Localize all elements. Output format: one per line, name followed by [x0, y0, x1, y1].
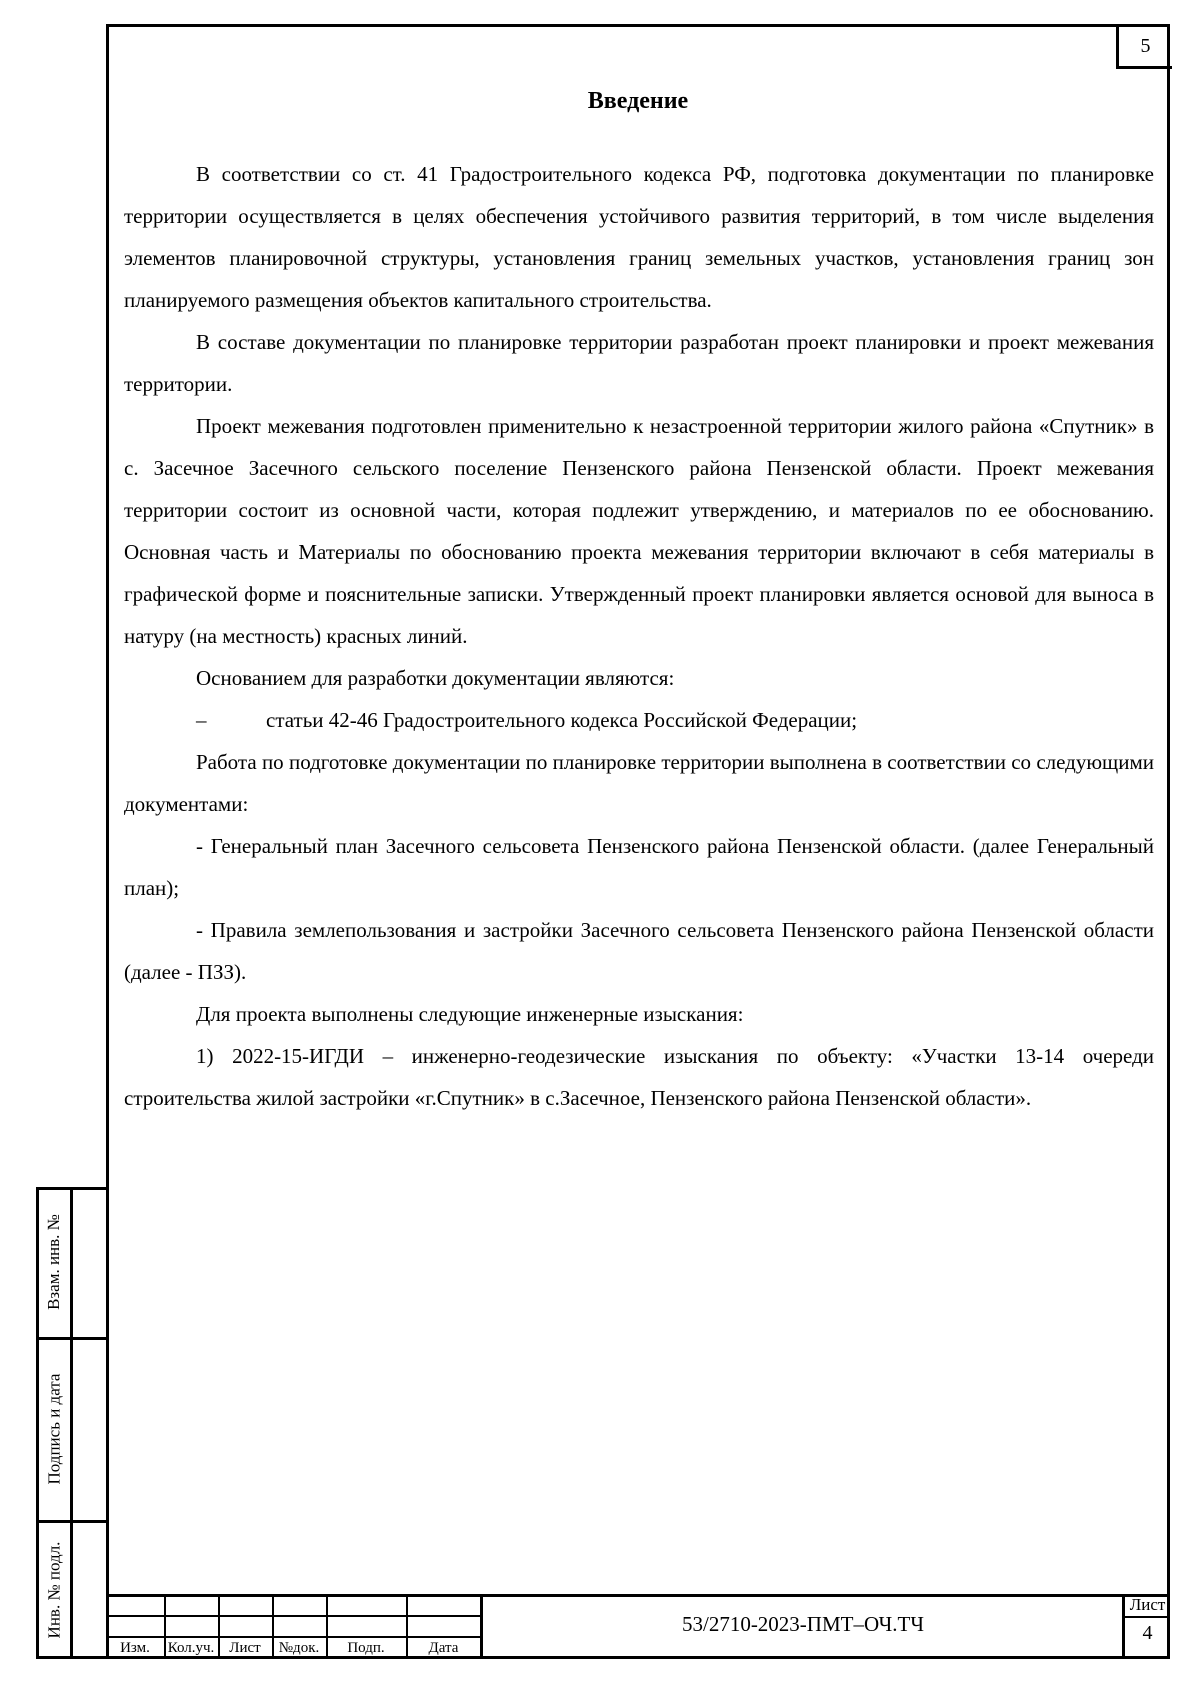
header-podp: Подп. [347, 1640, 385, 1656]
header-kol-uch: Кол.уч. [167, 1640, 215, 1656]
list-item [124, 699, 1154, 741]
paragraph: Работа по подготовке документации по планировке территории выполнена в соответствии со следующими документами: [124, 750, 1154, 816]
paragraph: В составе документации по планировке территории разработан проект планировки и проект межевания территории. [124, 330, 1154, 396]
header-list: Лист [229, 1640, 261, 1656]
podpis-data-label: Подпись и дата [44, 1373, 63, 1484]
side-stamp-column [70, 1187, 106, 1659]
page-number: 5 [1116, 27, 1172, 69]
page-title: Введение [587, 88, 689, 114]
divider [106, 1594, 1170, 1597]
paragraph: - Генеральный план Засечного сельсовета Пензенского района Пензенской области. (далее Генеральный план); [124, 834, 1154, 900]
paragraph: 1) 2022-15-ИГДИ – инженерно-геодезические изыскания по объекту: «Участки 13-14 очереди строительства жилой застройки «г.Спутник» в с.Засечное, Пензенского района Пензенской области». [124, 1044, 1154, 1110]
header-ndok: №док. [278, 1640, 320, 1656]
dash-marker: – [196, 708, 207, 732]
side-stamp [36, 1187, 106, 1659]
sheet-label: Лист [1129, 1595, 1166, 1614]
divider [106, 1615, 481, 1617]
document-code: 53/2710-2023-ПМТ–ОЧ.ТЧ [681, 1612, 924, 1636]
document-body [124, 153, 1154, 1119]
paragraph: Проект межевания подготовлен применительно к незастроенной территории жилого района «Спутник» в с. Засечное Засечного сельского поселение Пензенского района Пензенской области. Проект межевания территории состоит из основной части, которая подлежит утверждению, и материалов по ее обоснованию. Основная часть и Материалы по обоснованию проекта межевания территории включают в себя материалы в графической форме и пояснительные записки. Утвержденный проект планировки является основой для выноса в натуру (на местность) красных линий. [124, 414, 1154, 648]
header-data: Дата [428, 1640, 459, 1656]
paragraph: Основанием для разработки документации являются: [196, 666, 675, 690]
divider [106, 1636, 481, 1638]
paragraph: - Правила землепользования и застройки Засечного сельсовета Пензенского района Пензенской области (далее - ПЗЗ). [124, 918, 1154, 984]
divider [1122, 1616, 1170, 1618]
paragraph: Для проекта выполнены следующие инженерные изыскания: [196, 1002, 744, 1026]
inv-podl-label: Инв. № подл. [44, 1541, 63, 1638]
paragraph: В соответствии со ст. 41 Градостроительного кодекса РФ, подготовка документации по планировке территории осуществляется в целях обеспечения устойчивого развития территорий, в том числе выделения элементов планировочной структуры, установления границ земельных участков, установления границ зон планируемого размещения объектов капитального строительства. [124, 162, 1154, 312]
header-izm: Изм. [120, 1640, 150, 1656]
sheet-number: 4 [1142, 1622, 1153, 1644]
title-block [106, 1594, 1170, 1659]
vzam-inv-label: Взам. инв. № [44, 1214, 63, 1310]
list-item-text: статьи 42-46 Градостроительного кодекса Российской Федерации; [266, 708, 858, 732]
